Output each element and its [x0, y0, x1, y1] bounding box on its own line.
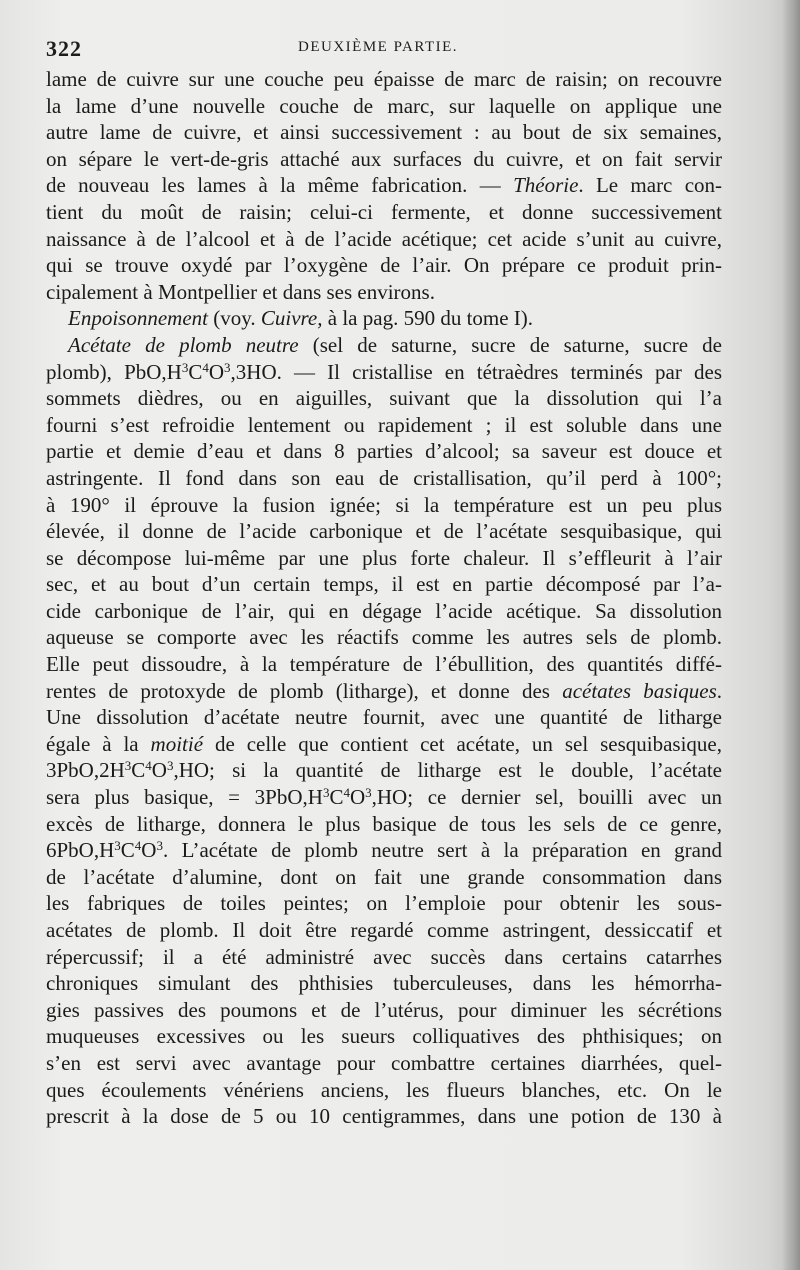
text-segment: fourni s’est refroidie lentement ou rapidement ; il est soluble dans une: [46, 412, 722, 437]
text-segment: O: [349, 785, 366, 810]
superscript: 4: [202, 359, 209, 375]
text-segment: cide carbonique de l’air, qui en dégage l’acide acétique. Sa dissolution: [46, 598, 722, 623]
text-segment: plomb), PbO,H: [46, 359, 182, 384]
superscript: 4: [145, 758, 152, 774]
text-line: [46, 917, 722, 944]
text-segment: C: [188, 359, 203, 384]
text-line: [46, 731, 722, 758]
text-line: [46, 93, 722, 120]
text-segment: (voy.: [207, 306, 261, 331]
text-segment: 6PbO,H: [46, 838, 115, 863]
text-line: [46, 1103, 722, 1130]
superscript: 4: [343, 785, 350, 801]
text-segment: on sépare le vert-de-gris attaché aux surfaces du cuivre, et on fait servir: [46, 146, 722, 171]
text-line: [46, 385, 722, 412]
text-segment: astringente. Il fond dans son eau de cristallisation, qu’il perd à 100°;: [46, 465, 722, 490]
text-line: [46, 119, 722, 146]
text-segment: (sel de saturne, sucre de saturne, sucre de: [298, 332, 722, 357]
text-segment: de l’acétate d’alumine, dont on fait une grande consommation dans: [46, 864, 722, 889]
text-line: [46, 359, 722, 386]
superscript: 3: [224, 359, 231, 375]
text-line: [46, 1077, 722, 1104]
text-segment: O: [151, 758, 167, 783]
italic-text: moitié: [150, 731, 204, 756]
superscript: 3: [166, 758, 174, 774]
text-segment: prescrit à la dose de 5 ou 10 centigrammes, dans une potion de 130 à: [46, 1104, 722, 1129]
text-segment: partie et demie d’eau et dans 8 parties d’alcool; sa saveur est douce et: [46, 439, 722, 464]
text-line: [46, 598, 722, 625]
text-segment: . L’acétate de plomb neutre sert à la préparation en grand: [162, 838, 722, 863]
text-segment: sommets dièdres, ou en aiguilles, suivant que la dissolution qui l’a: [46, 386, 722, 411]
body-text: [46, 66, 722, 1130]
text-segment: Elle peut dissoudre, à la température de l’ébullition, des quantités diffé-: [46, 652, 722, 677]
text-line: [46, 678, 722, 705]
text-line: [46, 412, 722, 439]
text-line: [46, 997, 722, 1024]
text-line: [46, 518, 722, 545]
text-line: [46, 784, 722, 811]
text-segment: qui se trouve oxydé par l’oxygène de l’air. On prépare ce produit prin-: [46, 253, 722, 278]
page-header: [46, 36, 726, 66]
text-segment: . Le marc con-: [578, 173, 723, 198]
text-segment: tient du moût de raisin; celui-ci fermente, et donne successivement: [46, 199, 722, 224]
text-line: [46, 305, 722, 332]
text-segment: .: [716, 678, 722, 703]
italic-text: Acétate de plomb neutre: [68, 332, 299, 357]
text-line: [46, 146, 722, 173]
text-line: [46, 890, 722, 917]
superscript: 3: [156, 838, 163, 854]
text-line: [46, 571, 722, 598]
superscript: 3: [322, 785, 330, 801]
text-line: [46, 811, 722, 838]
text-segment: ques écoulements vénériens anciens, les flueurs blanches, etc. On le: [46, 1077, 722, 1102]
text-segment: se décompose lui-même par une plus forte chaleur. Il s’effleurit à l’air: [46, 545, 722, 570]
text-segment: s’en est servi avec avantage pour combattre certaines diarrhées, quel-: [46, 1050, 722, 1075]
text-segment: répercussif; il a été administré avec succès dans certains catarrhes: [46, 944, 722, 969]
text-segment: C: [131, 758, 146, 783]
text-line: [46, 66, 722, 93]
text-line: [46, 252, 722, 279]
text-segment: rentes de protoxyde de plomb (litharge), et donne des: [46, 678, 563, 703]
text-segment: à la pag. 590 du tome I).: [322, 306, 534, 331]
text-segment: O: [208, 359, 225, 384]
superscript: 3: [114, 838, 121, 854]
text-line: [46, 332, 722, 359]
italic-text: Théorie: [513, 173, 579, 198]
text-segment: cipalement à Montpellier et dans ses environs.: [46, 279, 435, 304]
text-line: [46, 199, 722, 226]
text-segment: de nouveau les lames à la même fabrication. —: [46, 173, 514, 198]
text-segment: chroniques simulant des phthisies tuberculeuses, dans les hémorrha-: [46, 971, 722, 996]
text-segment: C: [120, 838, 135, 863]
text-line: [46, 864, 722, 891]
text-segment: gies passives des poumons et de l’utérus, pour diminuer les sécrétions: [46, 997, 722, 1022]
text-line: [46, 757, 722, 784]
text-segment: sera plus basique, = 3PbO,H: [46, 785, 323, 810]
text-line: [46, 970, 722, 997]
text-segment: ,HO; ce dernier sel, bouilli avec un: [371, 785, 722, 810]
text-segment: excès de litharge, donnera le plus basique de tous les sels de ce genre,: [46, 811, 722, 836]
text-line: [46, 465, 722, 492]
text-line: [46, 492, 722, 519]
text-segment: élevée, il donne de l’acide carbonique et de l’acétate sesquibasique, qui: [46, 519, 722, 544]
text-line: [46, 837, 722, 864]
text-segment: ,3HO. — Il cristallise en tétraèdres terminés par des: [230, 359, 722, 384]
text-line: [46, 624, 722, 651]
superscript: 3: [181, 359, 189, 375]
text-segment: naissance à de l’alcool et à de l’acide acétique; cet acide s’unit au cuivre,: [46, 226, 722, 251]
text-segment: C: [329, 785, 344, 810]
text-segment: lame de cuivre sur une couche peu épaisse de marc de raisin; on recouvre: [46, 67, 722, 91]
italic-text: Cuivre,: [260, 306, 323, 331]
text-segment: à 190° il éprouve la fusion ignée; si la température est un peu plus: [46, 492, 722, 517]
italic-text: Enpoisonnement: [68, 306, 208, 331]
page-gutter-shadow: [782, 0, 800, 1270]
text-segment: les fabriques de toiles peintes; on l’emploie pour obtenir les sous-: [46, 891, 722, 916]
text-segment: aqueuse se comporte avec les réactifs comme les autres sels de plomb.: [46, 625, 722, 650]
superscript: 4: [134, 838, 142, 854]
text-line: [46, 438, 722, 465]
text-line: [46, 944, 722, 971]
text-line: [46, 651, 722, 678]
text-segment: O: [141, 838, 157, 863]
text-line: [46, 545, 722, 572]
text-segment: la lame d’une nouvelle couche de marc, sur laquelle on applique une: [46, 93, 722, 118]
text-line: [46, 172, 722, 199]
text-segment: sec, et au bout d’un certain temps, il est en partie décomposé par l’a-: [46, 572, 722, 597]
running-head: DEUXIÈME PARTIE.: [298, 39, 459, 55]
text-segment: de celle que contient cet acétate, un sel sesquibasique,: [203, 731, 722, 756]
text-segment: acétates de plomb. Il doit être regardé comme astringent, dessiccatif et: [46, 918, 722, 942]
superscript: 3: [124, 758, 132, 774]
text-line: [46, 279, 722, 306]
text-segment: Une dissolution d’acétate neutre fournit, avec une quantité de litharge: [46, 705, 722, 730]
text-segment: autre lame de cuivre, et ainsi successivement : au bout de six semaines,: [46, 120, 722, 145]
text-line: [46, 226, 722, 253]
superscript: 3: [365, 785, 372, 801]
text-line: [46, 1050, 722, 1077]
page-number: 322: [46, 36, 82, 61]
text-segment: 3PbO,2H: [46, 758, 125, 783]
text-segment: muqueuses excessives ou les sueurs colliquatives des phthisiques; on: [46, 1024, 722, 1049]
text-segment: égale à la: [46, 731, 151, 756]
text-segment: ,HO; si la quantité de litharge est le double, l’acétate: [173, 758, 722, 783]
italic-text: acétates basiques: [562, 678, 717, 703]
text-line: [46, 704, 722, 731]
text-line: [46, 1023, 722, 1050]
